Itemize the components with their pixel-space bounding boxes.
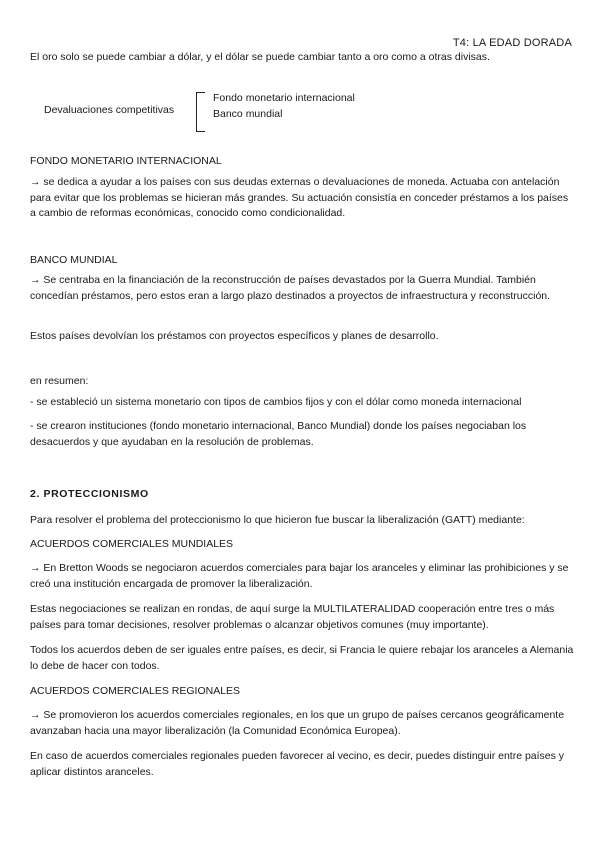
banco-text-2: Estos países devolvían los préstamos con proyectos específicos y planes de desarrollo.	[30, 330, 439, 342]
page-header-title: T4: LA EDAD DORADA	[452, 37, 572, 49]
mundiales-heading: ACUERDOS COMERCIALES MUNDIALES	[30, 538, 234, 550]
bracket-divider	[196, 92, 205, 132]
intro-text: El oro solo se puede cambiar a dólar, y el dólar se puede cambiar tanto a oro como a otras divisas.	[30, 51, 490, 63]
regionales-text-1: → Se promovieron los acuerdos comerciales regionales, en los que un grupo de países cercanos geográficamente avanzaban hacia una mayor liberalización (la Comunidad Económica Europea).	[30, 709, 565, 737]
devaluations-label: Devaluaciones competitivas	[44, 104, 175, 116]
fmi-text: → se dedica a ayudar a los países con sus deudas externas o devaluaciones de moneda. Actuaba con antelación para evitar que los problemas se hicieran más grandes. Su actuación consistía en conceder préstamos a los países a cambio de reformas económicas, conocido como condicionalidad.	[30, 176, 569, 219]
devaluations-item: Banco mundial	[213, 107, 283, 120]
mundiales-text-3: Todos los acuerdos deben de ser iguales entre países, es decir, si Francia le quiere rebajar los aranceles a Alemania lo debe de hacer con todos.	[30, 644, 574, 672]
devaluations-list	[213, 91, 355, 122]
summary-item-1: - se estableció un sistema monetario con tipos de cambios fijos y con el dólar como moneda internacional	[30, 396, 522, 408]
regionales-text-2: En caso de acuerdos comerciales regionales pueden favorecer al vecino, es decir, puedes distinguir entre países y aplicar distintos aranceles.	[30, 750, 565, 778]
mundiales-text-2: Estas negociaciones se realizan en rondas, de aquí surge la MULTILATERALIDAD cooperación entre tres o más países para tomar decisiones, resolver problemas o alcanzar objetivos comunes (muy importante).	[30, 603, 555, 631]
section-2-title: 2. PROTECCIONISMO	[30, 488, 149, 500]
banco-text: → Se centraba en la financiación de la reconstrucción de países devastados por la Guerra Mundial. También concedían préstamos, pero estos eran a largo plazo destinados a proyectos de infraestructura y reconstrucción.	[30, 274, 551, 302]
summary-item-2: - se crearon instituciones (fondo monetario internacional, Banco Mundial) donde los países negociaban los desacuerdos y que ayudaban en la resolución de problemas.	[30, 420, 527, 448]
section-2-intro: Para resolver el problema del proteccionismo lo que hicieron fue buscar la liberalización (GATT) mediante:	[30, 514, 525, 526]
banco-heading: BANCO MUNDIAL	[30, 254, 118, 266]
regionales-heading: ACUERDOS COMERCIALES REGIONALES	[30, 685, 241, 697]
devaluations-item: Fondo monetario internacional	[213, 92, 355, 104]
mundiales-text-1: → En Bretton Woods se negociaron acuerdos comerciales para bajar los aranceles y eliminar las prohibiciones y se creó una institución encargada de promover la liberalización.	[30, 562, 569, 590]
summary-heading: en resumen:	[30, 375, 89, 387]
fmi-heading: FONDO MONETARIO INTERNACIONAL	[30, 155, 222, 167]
